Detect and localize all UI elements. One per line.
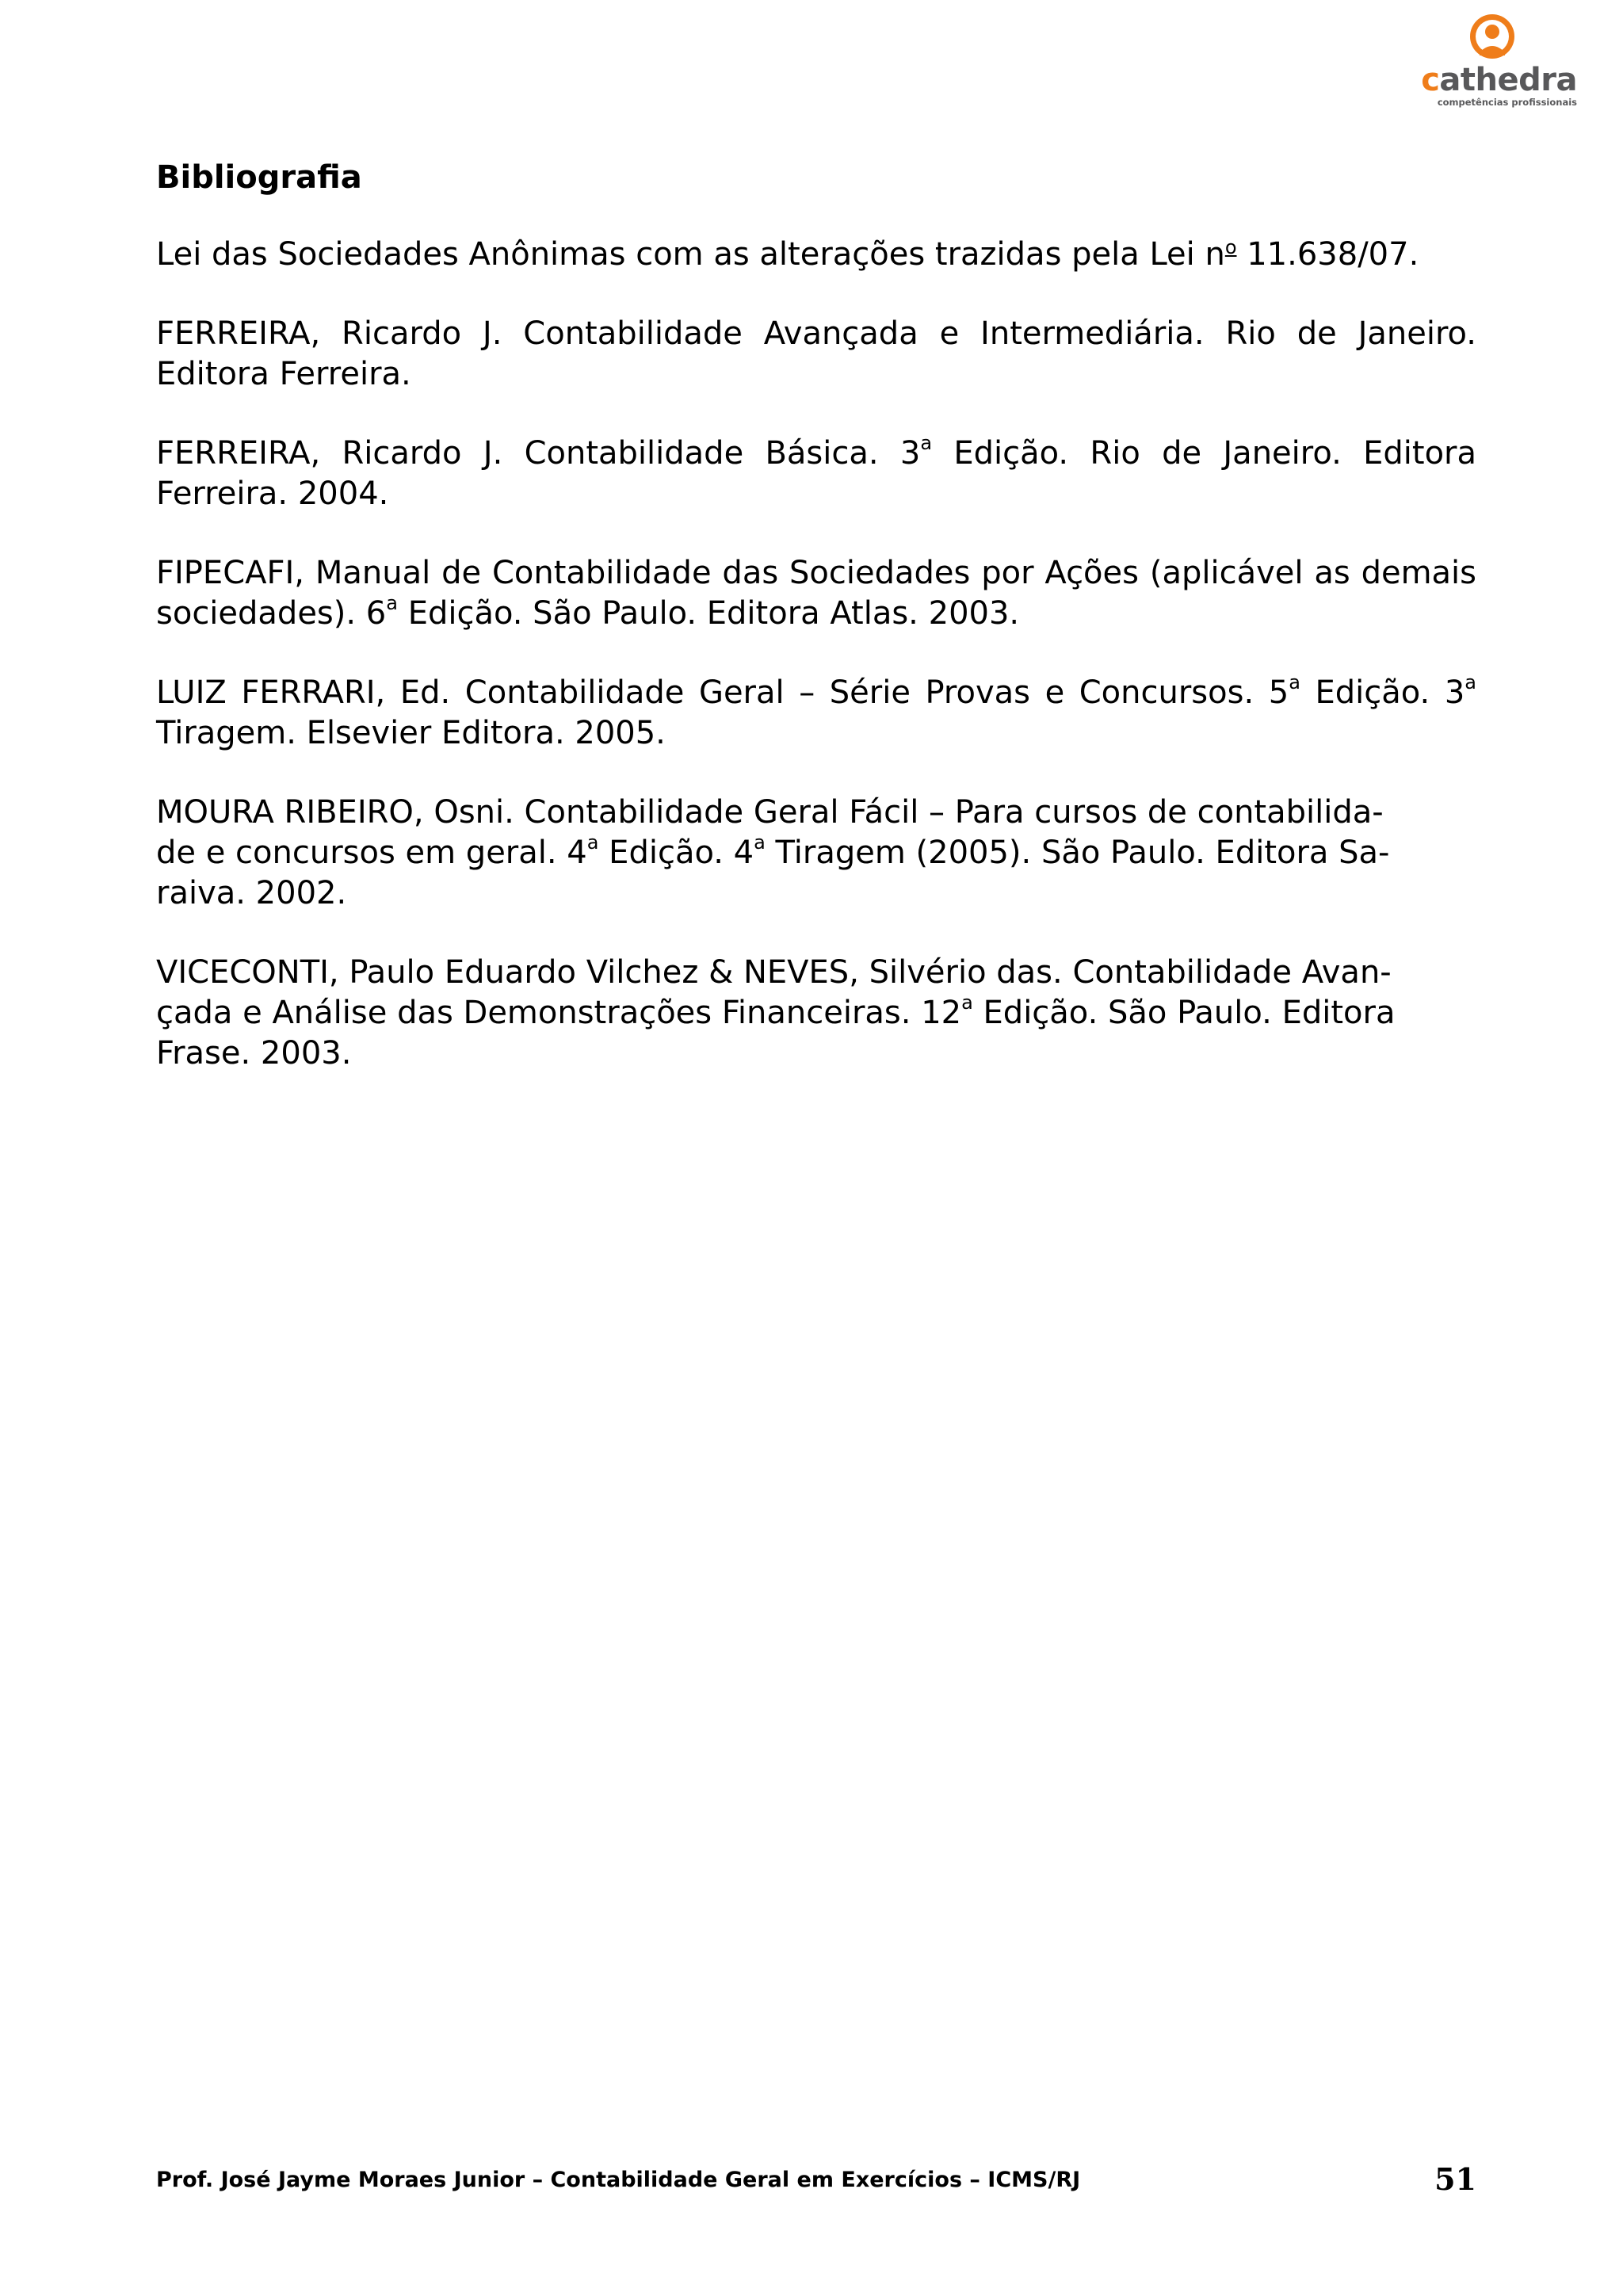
- person-circle-icon: [1419, 11, 1577, 67]
- reference-text: FERREIRA, Ricardo J. Contabilidade Básica. 3: [156, 435, 921, 472]
- reference-text: Frase. 2003.: [156, 1035, 352, 1072]
- bibliography-section: [156, 155, 1476, 1113]
- reference-text: FIPECAFI, Manual de Contabilidade das Sociedades por Ações (aplicável as demais sociedades). 6: [156, 555, 1476, 632]
- reference-text: Tiragem. Elsevier Editora. 2005.: [156, 715, 666, 751]
- ordinal-mark: a: [1289, 670, 1300, 693]
- reference-text: Lei das Sociedades Anônimas com as alterações trazidas pela Lei n: [156, 236, 1225, 273]
- reference-text: 11.638/07.: [1236, 236, 1419, 273]
- logo-tagline: competências profissionais: [1437, 97, 1577, 108]
- ordinal-mark: a: [920, 431, 933, 454]
- reference-item: [156, 553, 1476, 634]
- ordinal-mark: o: [1224, 236, 1237, 258]
- reference-item: FERREIRA, Ricardo J. Contabilidade Avançada e Intermediária. Rio de Janeiro. Editora Ferreira.: [156, 315, 1476, 392]
- reference-item: [156, 793, 1476, 914]
- reference-text: Edição. São Paulo. Editora Atlas. 2003.: [397, 595, 1020, 632]
- cathedra-logo: [1419, 11, 1577, 114]
- logo-wordmark: [1419, 63, 1577, 97]
- ordinal-mark: a: [386, 591, 398, 614]
- reference-text: raiva. 2002.: [156, 875, 347, 911]
- reference-item: [156, 235, 1476, 275]
- reference-text: MOURA RIBEIRO, Osni. Contabilidade Geral Fácil – Para cursos de contabilida-: [156, 794, 1384, 831]
- reference-text: Edição. 4: [598, 835, 754, 871]
- reference-item: [156, 431, 1476, 514]
- logo-letter-c: c: [1421, 62, 1440, 98]
- reference-text: VICECONTI, Paulo Eduardo Vilchez & NEVES, Silvério das. Contabilidade Avan-: [156, 954, 1392, 991]
- reference-text: çada e Análise das Demonstrações Financeiras. 12: [156, 995, 962, 1031]
- reference-text: Tiragem (2005). São Paulo. Editora Sa-: [765, 835, 1390, 871]
- reference-text: Edição. 3: [1300, 674, 1465, 711]
- footer-author-title: Prof. José Jayme Moraes Junior – Contabilidade Geral em Exercícios – ICMS/RJ: [156, 2168, 1081, 2192]
- page-title: Bibliografia: [156, 159, 362, 196]
- logo-letters-rest: athedra: [1439, 62, 1577, 98]
- ordinal-mark: a: [961, 991, 973, 1014]
- reference-text: de e concursos em geral. 4: [156, 835, 587, 871]
- reference-text: Edição. São Paulo. Editora: [972, 995, 1396, 1031]
- ordinal-mark: a: [754, 831, 766, 854]
- page-footer: [156, 2162, 1476, 2202]
- reference-item: [156, 953, 1476, 1074]
- page-number: 51: [1434, 2161, 1476, 2197]
- reference-item: [156, 670, 1476, 754]
- reference-text: Edição. Rio de Janeiro. Editora Ferreira. 2004.: [156, 435, 1476, 512]
- ordinal-mark: a: [1465, 670, 1476, 693]
- ordinal-mark: a: [586, 831, 599, 854]
- reference-text: LUIZ FERRARI, Ed. Contabilidade Geral – Série Provas e Concursos. 5: [156, 674, 1289, 711]
